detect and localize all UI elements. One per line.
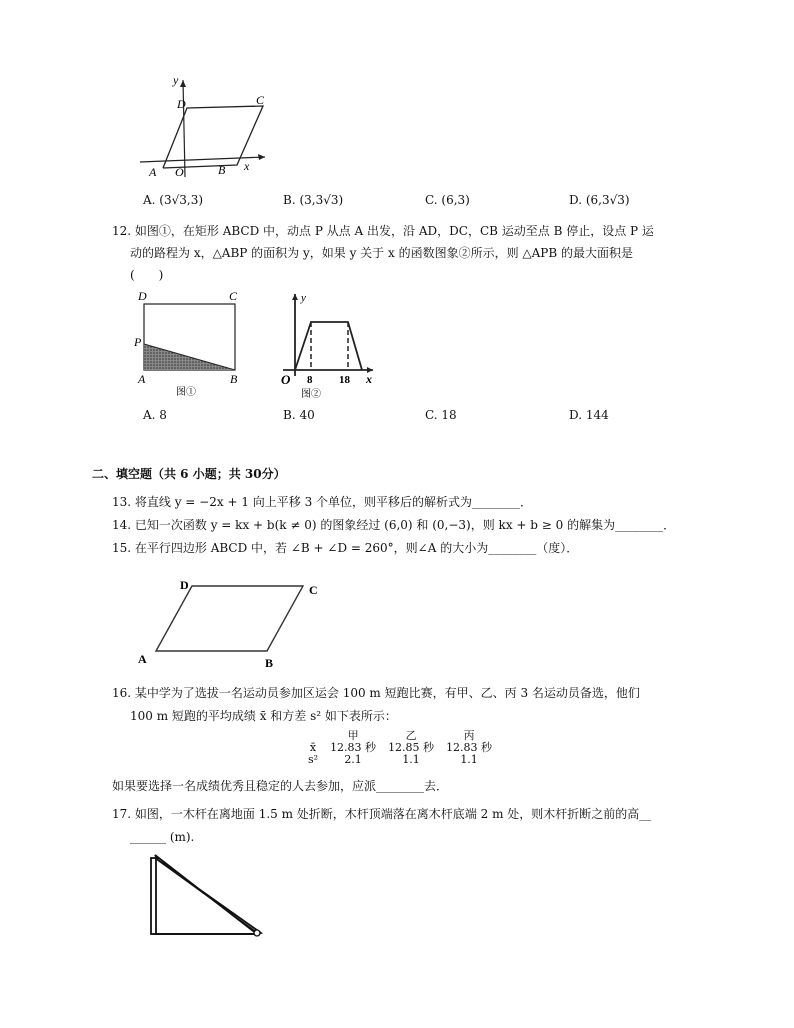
q11-option-c: C. (6,3) xyxy=(425,193,470,207)
q12-fig1-caption: 图① xyxy=(176,387,196,398)
q12-figure2-graph xyxy=(273,286,383,402)
q15-parallelogram-figure xyxy=(135,574,335,674)
q17-line2: ______ (m). xyxy=(130,830,195,844)
q16-table-cell: 1.1 xyxy=(460,753,478,766)
q15-label-B: B xyxy=(265,656,274,670)
q16-table-header: 乙 xyxy=(405,729,417,742)
q16-table-cell: x̄ xyxy=(309,741,317,754)
q16-table-cell: 12.85 秒 xyxy=(388,741,435,754)
q12-fig2-label-O: O xyxy=(281,372,291,387)
q11-label-D: D xyxy=(177,97,186,111)
q12-fig1-label-C: C xyxy=(229,289,238,303)
q16-table-cell: 12.83 秒 xyxy=(446,741,493,754)
q11-label-y: y xyxy=(173,73,179,87)
q12-fig2-label-x: x xyxy=(366,372,372,386)
q12-fig1-label-A: A xyxy=(138,372,146,386)
q16-table xyxy=(302,730,498,766)
q11-label-x: x xyxy=(244,159,250,173)
q11-option-a: A. (3√3,3) xyxy=(143,193,204,207)
q11-label-C: C xyxy=(256,93,265,107)
q16-table-cell: 12.83 秒 xyxy=(330,741,377,754)
q15-label-C: C xyxy=(309,583,318,597)
q12-line3: ( ) xyxy=(130,268,164,282)
q11-label-O: O xyxy=(175,165,184,179)
q12-figure1-rectangle xyxy=(132,286,248,402)
q15-text: 15. 在平行四边形 ABCD 中，若 ∠B + ∠D = 260°，则∠A 的大小为________（度）． xyxy=(112,541,579,555)
q16-table-header: 丙 xyxy=(463,729,475,742)
q15-label-D: D xyxy=(180,578,189,592)
q16-table-cell: s² xyxy=(308,753,319,766)
section-title: 二、填空题（共 6 小题；共 30分） xyxy=(92,467,286,481)
q12-option-a: A. 8 xyxy=(143,408,167,422)
q12-fig1-label-B: B xyxy=(230,372,238,386)
q11-option-b: B. (3,3√3) xyxy=(283,193,344,207)
q12-fig1-label-D: D xyxy=(138,289,147,303)
q12-fig2-tick-8: 8 xyxy=(307,374,313,386)
q11-figure xyxy=(135,72,275,182)
q12-fig1-label-P: P xyxy=(134,335,142,349)
q16-table-header: 甲 xyxy=(347,729,359,742)
q17-line1: 17. 如图，一木杆在离地面 1.5 m 处折断，木杆顶端落在离木杆底端 2 m 处，则木杆折断之前的高__ xyxy=(112,807,652,821)
q12-option-c: C. 18 xyxy=(425,408,457,422)
q16-line3: 如果要选择一名成绩优秀且稳定的人去参加，应派________去． xyxy=(112,779,449,793)
q12-option-d: D. 144 xyxy=(569,408,609,422)
q11-label-B: B xyxy=(218,163,226,177)
q12-line1: 12. 如图①，在矩形 ABCD 中，动点 P 从点 A 出发，沿 AD，DC，CB 运动至点 B 停止，设点 P 运 xyxy=(112,224,654,238)
q16-line2: 100 m 短跑的平均成绩 x̄ 和方差 s² 如下表所示： xyxy=(130,709,397,723)
q13-text: 13. 将直线 y = −2x + 1 向上平移 3 个单位，则平移后的解析式为________． xyxy=(112,495,533,509)
q11-label-A: A xyxy=(149,165,157,179)
q14-text: 14. 已知一次函数 y = kx + b(k ≠ 0) 的图象经过 (6,0) 和 (0,−3)，则 kx + b ≥ 0 的解集为________． xyxy=(112,518,676,532)
q12-fig2-label-y: y xyxy=(301,292,306,304)
q16-table-cell: 1.1 xyxy=(402,753,420,766)
q11-option-d: D. (6,3√3) xyxy=(569,193,630,207)
q16-table-cell: 2.1 xyxy=(344,753,362,766)
q12-fig2-caption: 图② xyxy=(301,389,321,400)
q12-option-b: B. 40 xyxy=(283,408,315,422)
q17-broken-pole-figure xyxy=(145,850,270,940)
q16-line1: 16. 某中学为了选拔一名运动员参加区运会 100 m 短跑比赛，有甲、乙、丙 3 名运动员备选，他们 xyxy=(112,686,640,700)
q12-line2: 动的路程为 x，△ABP 的面积为 y，如果 y 关于 x 的函数图象②所示，则 △APB 的最大面积是 xyxy=(130,246,634,260)
q12-fig2-tick-18: 18 xyxy=(339,374,350,386)
q16-table-row xyxy=(302,754,498,766)
q15-label-A: A xyxy=(138,652,147,666)
